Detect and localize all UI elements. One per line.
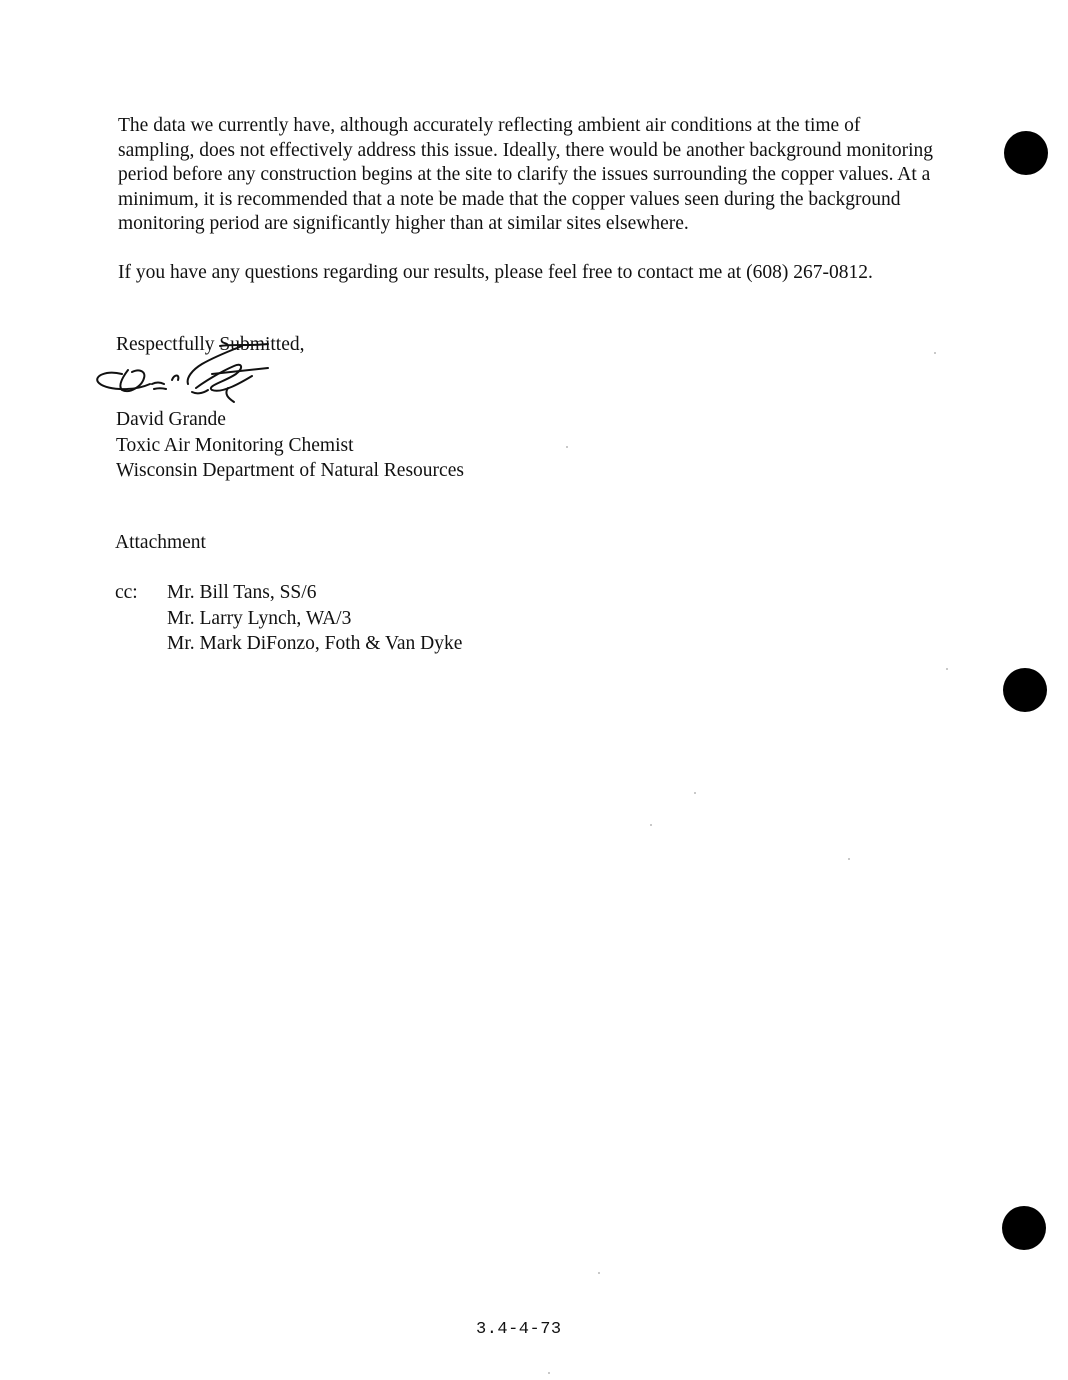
page-number: 3.4-4-73 — [476, 1320, 562, 1339]
signature-block — [116, 407, 464, 484]
signatory-name: David Grande — [116, 409, 226, 430]
signatory-title: Toxic Air Monitoring Chemist — [116, 434, 354, 456]
cc-recipient: Mr. Larry Lynch, WA/3 — [167, 607, 352, 629]
scan-speck — [934, 352, 936, 354]
handwritten-signature — [92, 332, 282, 404]
body-paragraph-contact: If you have any questions regarding our results, please feel free to contact me at (608) 267-0812. — [118, 262, 873, 283]
scan-speck — [946, 668, 948, 670]
binder-punch-hole-middle — [1003, 668, 1047, 712]
cc-recipient: Mr. Mark DiFonzo, Foth & Van Dyke — [167, 633, 463, 654]
closing-salutation: Respectfully Submitted, — [116, 334, 305, 355]
scan-speck — [548, 1372, 550, 1374]
attachment-note: Attachment — [115, 532, 206, 553]
signatory-organization: Wisconsin Department of Natural Resources — [116, 460, 464, 481]
scan-speck — [650, 824, 652, 826]
scan-speck — [598, 1272, 600, 1274]
scan-speck — [848, 858, 850, 860]
cc-recipient: Mr. Bill Tans, SS/6 — [167, 582, 317, 603]
binder-punch-hole-top — [1004, 131, 1048, 175]
scan-speck — [566, 446, 568, 448]
scan-speck — [694, 792, 696, 794]
binder-punch-hole-bottom — [1002, 1206, 1046, 1250]
cc-label: cc: — [115, 582, 138, 603]
cc-recipient-list — [167, 580, 462, 657]
body-paragraph-data-issue: The data we currently have, although accurately reflecting ambient air conditions at the time of sampling, does not effectively address this issue. Ideally, there would be another background monitoring period before any construction begins at the site to clarify the issues surrounding the copper values. At a minimum, it is recommended that a note be made that the copper values seen during the background monitoring period are significantly higher than at similar sites elsewhere. — [118, 115, 934, 234]
